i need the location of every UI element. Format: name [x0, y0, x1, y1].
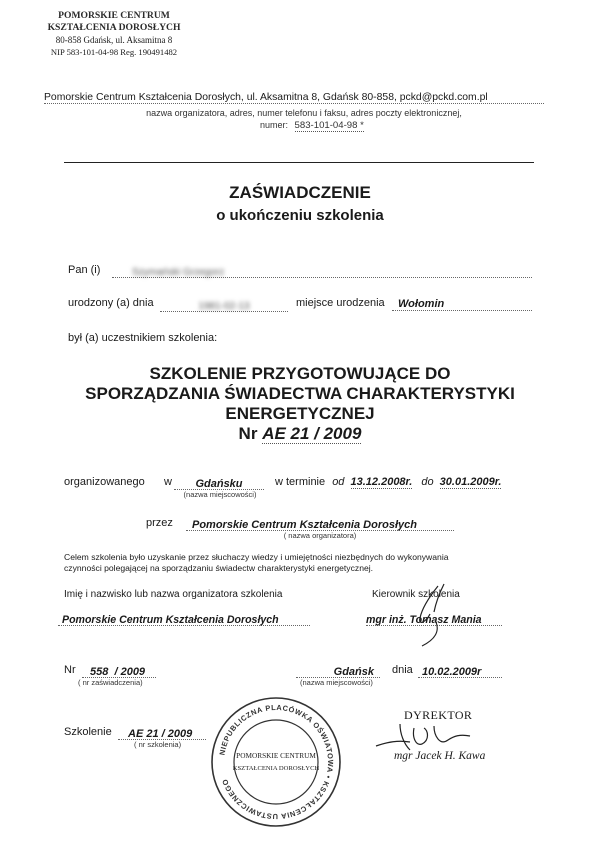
pan-label: Pan (i): [68, 264, 101, 276]
od-label: od: [332, 476, 345, 488]
org-sign-label: Imię i nazwisko lub nazwa organizatora szkolenia: [64, 589, 283, 600]
course-nr-prefix: Nr: [238, 424, 258, 443]
document-title: ZAŚWIADCZENIE: [229, 183, 371, 202]
by-field: [186, 515, 454, 531]
head-label: Kierownik szkolenia: [372, 589, 460, 600]
name-redacted: Szymański Grzegorz: [132, 267, 225, 278]
organized-place-field: [174, 474, 264, 490]
goal-text: [64, 552, 564, 574]
course-line-3: ENERGETYCZNEJ: [225, 404, 375, 423]
cert-nr-caption: ( nr zaświadczenia): [78, 678, 143, 687]
training-caption: ( nr szkolenia): [134, 740, 182, 749]
goal-line-2: czynności polegającej na sporządzaniu świadectw charakterystyki energetycznej.: [64, 563, 374, 573]
nip-label: numer:: [260, 120, 289, 130]
organized-w: w: [164, 476, 172, 488]
document-subtitle: o ukończeniu szkolenia: [216, 207, 384, 224]
stamp-center-1: POMORSKIE CENTRUM: [236, 751, 316, 760]
director-title: DYREKTOR: [404, 708, 473, 722]
head-signature-scribble: [400, 582, 480, 652]
goal-line-1: Celem szkolenia było uzyskanie przez słuchaczy wiedzy i umiejętności niezbędnych do wykonywania: [64, 552, 449, 562]
birth-date-redacted: 1981-02-13: [198, 301, 250, 312]
training-label: Szkolenie: [64, 726, 112, 738]
cert-date: 10.02.2009r: [422, 666, 482, 678]
nip-value: 583-101-04-98 *: [294, 120, 364, 131]
head-name: mgr inż. Tomasz Mania: [366, 614, 482, 626]
cert-nr-value: 558 / 2009: [90, 666, 146, 678]
organized-label: organizowanego: [64, 476, 145, 488]
date-from: 13.12.2008r.: [350, 476, 413, 488]
training-value: AE 21 / 2009: [128, 728, 193, 740]
birthplace-label: miejsce urodzenia: [296, 297, 385, 309]
place-caption: (nazwa miejscowości): [183, 490, 257, 499]
date-to: 30.01.2009r.: [439, 476, 502, 488]
org-sign-field: [58, 610, 310, 626]
round-stamp: [208, 694, 344, 830]
born-label: urodzony (a) dnia: [68, 297, 154, 309]
course-line-1: SZKOLENIE PRZYGOTOWUJĄCE DO: [149, 364, 451, 383]
organizer-caption-2: [260, 120, 364, 131]
training-field: [118, 724, 206, 740]
term-w-label: w terminie: [275, 476, 326, 488]
organizer-line: [44, 92, 544, 104]
cert-date-label: dnia: [392, 664, 413, 676]
cert-nr-label: Nr: [64, 664, 76, 676]
stamp-line-2: KSZTAŁCENIA DOROSŁYCH: [47, 22, 181, 33]
organizer-caption-1: nazwa organizatora, adres, numer telefonu i faksu, adres poczty elektronicznej,: [146, 108, 462, 118]
birthplace-value: Wołomin: [398, 298, 445, 310]
course-number: [0, 424, 600, 444]
participant-label: był (a) uczestnikiem szkolenia:: [68, 332, 218, 344]
cert-place-field: [296, 662, 380, 678]
organizer-full: Pomorskie Centrum Kształcenia Dorosłych, ul. Aksamitna 8, Gdańsk 80-858, pckd@pckd.com.pl: [44, 92, 488, 103]
org-sign-value: Pomorskie Centrum Kształcenia Dorosłych: [62, 614, 279, 626]
header-stamp: [28, 10, 200, 58]
course-line-2: SPORZĄDZANIA ŚWIADECTWA CHARAKTERYSTYKI: [85, 384, 515, 403]
cert-place: Gdańsk: [333, 666, 374, 678]
term-label: [275, 476, 501, 488]
stamp-line-3: 80-858 Gdańsk, ul. Aksamitna 8: [55, 35, 173, 45]
course-nr-value: AE 21 / 2009: [262, 424, 362, 443]
course-title: [0, 364, 600, 444]
by-value: Pomorskie Centrum Kształcenia Dorosłych: [192, 519, 417, 531]
director-name: mgr Jacek H. Kawa: [394, 750, 486, 762]
header-divider: [64, 162, 534, 163]
cert-nr-field: [82, 662, 156, 678]
name-field: [112, 262, 532, 278]
by-label: przez: [146, 517, 173, 529]
stamp-line-4: NIP 583-101-04-98 Reg. 190491482: [50, 47, 178, 57]
organized-place: Gdańsku: [195, 478, 243, 490]
stamp-center-2: KSZTAŁCENIA DOROSŁYCH: [232, 765, 320, 772]
cert-place-caption: (nazwa miejscowości): [300, 678, 373, 687]
do-label: do: [421, 476, 434, 488]
birth-date-field: [160, 296, 288, 312]
by-caption: ( nazwa organizatora): [283, 531, 357, 540]
cert-date-field: [418, 662, 502, 678]
stamp-ring-textpath: NIEPUBLICZNA PLACÓWKA OŚWIATOWA • KSZTAŁCENIA USTAWICZNEGO: [217, 702, 336, 822]
stamp-line-1: POMORSKIE CENTRUM: [58, 10, 170, 21]
birthplace-field: [392, 294, 532, 311]
